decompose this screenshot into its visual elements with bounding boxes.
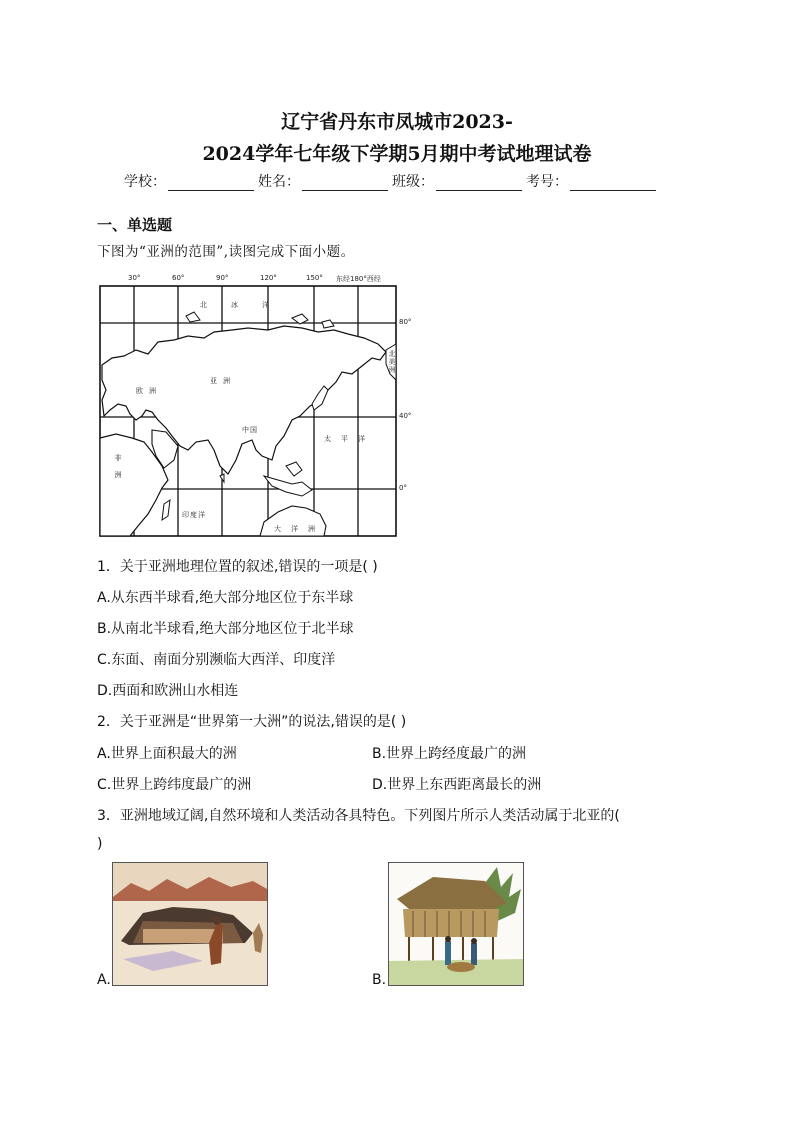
longitude-label-120: 120° [260, 274, 277, 282]
question-2-option-d[interactable]: D.世界上东西距离最长的洲 [372, 777, 542, 793]
question-3-option-b-label[interactable]: B. [372, 972, 387, 988]
exam-title-line2: 2024学年七年级下学期5月期中考试地理试卷 [202, 143, 592, 165]
asia-map-drawing [96, 270, 416, 540]
name-label: 姓名： [258, 174, 300, 190]
latitude-label-80: 80° [399, 318, 412, 326]
class-blank[interactable] [436, 176, 522, 191]
region-label-africa: 非洲 [114, 454, 122, 488]
question-1-stem: 1．关于亚洲地理位置的叙述,错误的一项是( ) [97, 559, 378, 575]
exam-title-line1: 辽宁省丹东市凤城市2023- [281, 111, 513, 133]
stilt-house-illustration [389, 863, 523, 985]
question-3-option-a-image[interactable] [112, 862, 268, 986]
question-2-option-b[interactable]: B.世界上跨经度最广的洲 [372, 746, 527, 762]
region-label-arctic-ocean: 北冰洋 [200, 301, 293, 309]
student-info-row [124, 171, 660, 191]
region-label-pacific-ocean: 太平洋 [324, 435, 375, 443]
longitude-label-90: 90° [216, 274, 229, 282]
latitude-label-0: 0° [399, 484, 407, 492]
name-blank[interactable] [302, 176, 388, 191]
region-label-indian-ocean: 印度洋 [182, 511, 206, 519]
school-blank[interactable] [168, 176, 254, 191]
nomad-tent-illustration [113, 863, 267, 985]
question-1-option-b[interactable]: B.从南北半球看,绝大部分地区位于北半球 [97, 621, 354, 637]
question-3-stem-line2: ) [97, 836, 103, 852]
region-label-europe: 欧洲 [136, 387, 162, 395]
question-3-stem-line1: 3．亚洲地域辽阔,自然环境和人类活动各具特色。下列图片所示人类活动属于北亚的( [97, 808, 620, 824]
exam-number-label: 考号： [526, 174, 568, 190]
map-intro-text: 下图为“亚洲的范围”,读图完成下面小题。 [97, 244, 355, 260]
question-2-stem: 2．关于亚洲是“世界第一大洲”的说法,错误的是( ) [97, 714, 407, 730]
exam-number-blank[interactable] [570, 176, 656, 191]
longitude-label-180: 东经180°西经 [336, 275, 381, 283]
question-1-option-c[interactable]: C.东面、南面分别濒临大西洋、印度洋 [97, 652, 336, 668]
longitude-label-60: 60° [172, 274, 185, 282]
question-3-option-b-image[interactable] [388, 862, 524, 986]
question-1-option-a[interactable]: A.从东西半球看,绝大部分地区位于东半球 [97, 590, 354, 606]
latitude-label-40: 40° [399, 412, 412, 420]
class-label: 班级： [392, 174, 434, 190]
region-label-asia: 亚洲 [210, 377, 236, 385]
section-heading: 一、单选题 [97, 216, 173, 234]
school-label: 学校： [124, 174, 166, 190]
question-3-option-a-label[interactable]: A. [97, 972, 111, 988]
longitude-label-30: 30° [128, 274, 141, 282]
question-1-option-d[interactable]: D.西面和欧洲山水相连 [97, 683, 239, 699]
region-label-china: 中国 [242, 426, 258, 434]
region-label-oceania: 大洋洲 [274, 525, 325, 533]
longitude-label-150: 150° [306, 274, 323, 282]
asia-map [96, 270, 416, 540]
question-2-option-a[interactable]: A.世界上面积最大的洲 [97, 746, 237, 762]
question-2-option-c[interactable]: C.世界上跨纬度最广的洲 [97, 777, 252, 793]
region-label-north-america: 北美洲 [388, 350, 396, 374]
